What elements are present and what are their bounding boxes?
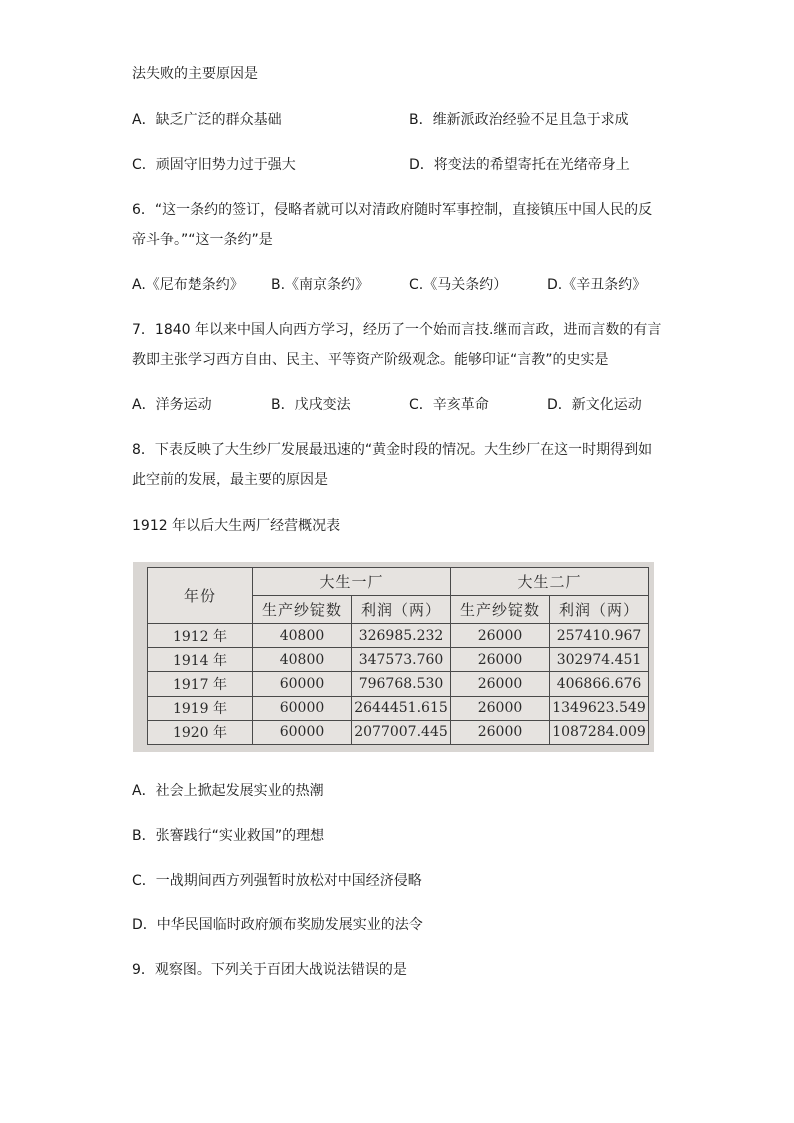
cell-f2-profit: 257410.967	[550, 624, 649, 648]
cell-f2-spindles: 26000	[451, 720, 550, 744]
cell-f2-profit: 1087284.009	[550, 720, 649, 744]
q7-option-c: C．辛亥革命	[409, 397, 489, 413]
q6-stem-line1: 6．“这一条约的签订，侵略者就可以对清政府随时军事控制，直接镇压中国人民的反	[132, 202, 653, 218]
q8-option-b: B．张謇践行“实业救国”的理想	[132, 828, 325, 844]
q6-stem-line2: 帝斗争。”“这一条约”是	[132, 232, 273, 248]
cell-year: 1917 年	[148, 672, 253, 696]
table-row	[148, 696, 649, 720]
header-factory1: 大生一厂	[253, 568, 451, 596]
dasheng-table	[147, 567, 649, 745]
q6-option-b: B.《南京条约》	[271, 277, 370, 293]
table-row	[148, 624, 649, 648]
cell-f1-spindles: 40800	[253, 648, 352, 672]
cell-f2-spindles: 26000	[451, 624, 550, 648]
table-row	[148, 720, 649, 744]
cell-f1-spindles: 60000	[253, 696, 352, 720]
table-row	[148, 672, 649, 696]
q7-option-a: A．洋务运动	[132, 397, 212, 413]
cell-f1-profit: 796768.530	[352, 672, 451, 696]
cell-f2-spindles: 26000	[451, 696, 550, 720]
q6-option-a: A.《尼布楚条约》	[132, 277, 244, 293]
q8-option-c: C．一战期间西方列强暂时放松对中国经济侵略	[132, 873, 422, 889]
table-row	[148, 648, 649, 672]
header-f1-spindles: 生产纱锭数	[253, 596, 352, 624]
cell-f1-profit: 2077007.445	[352, 720, 451, 744]
header-factory2: 大生二厂	[451, 568, 649, 596]
q8-table-caption: 1912 年以后大生两厂经营概况表	[132, 518, 341, 534]
cell-f1-profit: 347573.760	[352, 648, 451, 672]
cell-f1-spindles: 60000	[253, 672, 352, 696]
header-year: 年份	[148, 568, 253, 624]
cell-f2-spindles: 26000	[451, 648, 550, 672]
q8-stem-line1: 8．下表反映了大生纱厂发展最迅速的“黄金时段的情况。大生纱厂在这一时期得到如	[132, 442, 653, 458]
q5-option-b: B．维新派政治经验不足且急于求成	[409, 112, 629, 128]
cell-f2-spindles: 26000	[451, 672, 550, 696]
cell-f1-spindles: 40800	[253, 624, 352, 648]
q8-stem-line2: 此空前的发展，最主要的原因是	[132, 472, 328, 488]
q5-stem-tail: 法失败的主要原因是	[132, 66, 258, 82]
header-f2-spindles: 生产纱锭数	[451, 596, 550, 624]
cell-f2-profit: 302974.451	[550, 648, 649, 672]
q7-stem-line2: 教即主张学习西方自由、民主、平等资产阶级观念。能够印证“言教”的史实是	[132, 352, 609, 368]
cell-year: 1914 年	[148, 648, 253, 672]
cell-year: 1920 年	[148, 720, 253, 744]
q7-option-d: D．新文化运动	[547, 397, 642, 413]
cell-year: 1919 年	[148, 696, 253, 720]
table-header-row	[148, 568, 649, 596]
q9-stem-line1: 9．观察图。下列关于百团大战说法错误的是	[132, 962, 407, 978]
q5-option-c: C．顽固守旧势力过于强大	[132, 157, 296, 173]
cell-f1-spindles: 60000	[253, 720, 352, 744]
q6-option-c: C.《马关条约）	[409, 277, 508, 293]
q7-stem-line1: 7．1840 年以来中国人向西方学习，经历了一个始而言技.继而言政，进而言数的有言	[132, 322, 662, 338]
dasheng-table-photo	[133, 562, 654, 752]
q8-option-a: A．社会上掀起发展实业的热潮	[132, 783, 324, 799]
cell-f1-profit: 2644451.615	[352, 696, 451, 720]
q5-option-a: A．缺乏广泛的群众基础	[132, 112, 282, 128]
cell-year: 1912 年	[148, 624, 253, 648]
cell-f1-profit: 326985.232	[352, 624, 451, 648]
cell-f2-profit: 406866.676	[550, 672, 649, 696]
q5-option-d: D．将变法的希望寄托在光绪帝身上	[409, 157, 630, 173]
q8-option-d: D．中华民国临时政府颁布奖励发展实业的法令	[132, 917, 423, 933]
cell-f2-profit: 1349623.549	[550, 696, 649, 720]
header-f1-profit: 利润（两）	[352, 596, 451, 624]
q7-option-b: B．戊戌变法	[271, 397, 351, 413]
header-f2-profit: 利润（两）	[550, 596, 649, 624]
q6-option-d: D.《辛丑条约》	[547, 277, 647, 293]
